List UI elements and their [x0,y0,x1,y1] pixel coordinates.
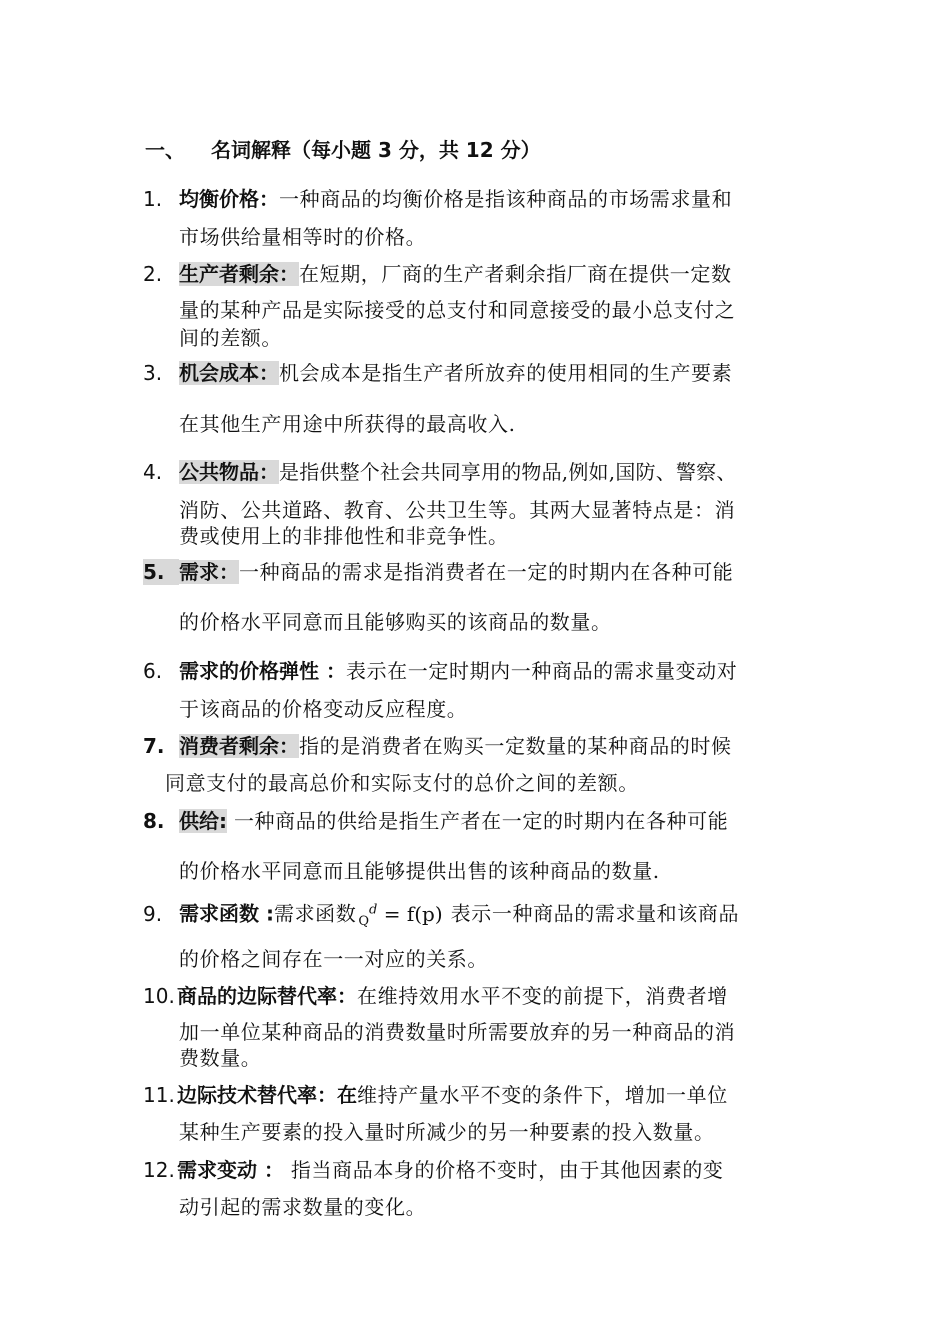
term: 商品的边际替代率： [177,984,357,1008]
item-number: 7. [143,734,165,758]
definition-text: 费或使用上的非排他性和非竞争性。 [179,524,509,548]
term: 需求函数 : [179,901,274,926]
definition-text: 指的是消费者在购买一定数量的某种商品的时候 [299,734,732,758]
definition-text: 动引起的需求数量的变化。 [179,1195,427,1219]
definition-text: 间的差额。 [179,326,282,350]
definition-text: 的价格之间存在一一对应的关系。 [179,947,488,971]
term: 公共物品： [179,460,279,484]
term: 机会成本： [179,361,279,385]
definition-text: 某种生产要素的投入量时所减少的另一种要素的投入数量。 [179,1120,715,1144]
definition-text: 量的某种产品是实际接受的总支付和同意接受的最小总支付之 [179,298,736,322]
definition-text: 同意支付的最高总价和实际支付的总价之间的差额。 [165,771,639,795]
definition-text: 的价格水平同意而且能够提供出售的该种商品的数量. [179,859,660,883]
term: 需求： [179,560,239,584]
definition-text: 在其他生产用途中所获得的最高收入. [179,412,516,436]
definition-text: 加一单位某种商品的消费数量时所需要放弃的另一种商品的消 [179,1020,736,1044]
term: 供给: [179,809,227,833]
item-number: 9. [143,901,163,926]
item-number: 3. [143,361,163,385]
term: 边际技术替代率：在 [177,1083,357,1107]
term: 需求的价格弹性 ： [179,659,346,683]
definition-text: 的价格水平同意而且能够购买的该商品的数量。 [179,610,612,634]
term: 需求变动 ： [177,1158,284,1182]
definition-text: 在短期，厂商的生产者剩余指厂商在提供一定数 [299,262,732,286]
item-number: 4. [143,460,163,484]
item-number: 12. [143,1158,175,1182]
item-number: 11. [143,1083,175,1107]
definition-text: 在维持效用水平不变的前提下，消费者增 [357,984,728,1008]
item-number: 1. [143,187,163,211]
definition-text: 费数量。 [179,1046,262,1070]
definition-text: 于该商品的价格变动反应程度。 [179,697,468,721]
section-title: 名词解释（每小题 3 分，共 12 分） [211,138,541,162]
definition-text: 消防、公共道路、教育、公共卫生等。其两大显著特点是：消 [179,498,736,522]
definition-text: 一种商品的均衡价格是指该种商品的市场需求量和 [279,187,733,211]
item-number: 5. [143,559,179,585]
definition-text: 一种商品的供给是指生产者在一定的时期内在各种可能 [227,809,729,833]
definition-text: 需求函数 [273,901,357,926]
definition-text: 是指供整个社会共同享用的物品,例如,国防、警察、 [279,460,737,484]
term: 消费者剩余： [179,734,299,758]
section-heading [145,137,541,163]
item-number: 2. [143,262,163,286]
definition-text: 指当商品本身的价格不变时，由于其他因素的变 [283,1158,724,1182]
item-number: 8. [143,809,165,833]
definition-text: 表示一种商品的需求量和该商品 [450,901,740,926]
item-number: 10. [143,984,175,1008]
demand-function-formula: $_Q^d$ = f(p) [358,901,443,929]
definition-text: 表示在一定时期内一种商品的需求量变动对 [345,659,738,683]
item-number: 6. [143,659,163,683]
term: 均衡价格： [179,187,279,211]
definition-text: 一种商品的需求是指消费者在一定的时期内在各种可能 [239,560,734,584]
definition-text: 机会成本是指生产者所放弃的使用相同的生产要素 [279,361,733,385]
term: 生产者剩余： [179,262,299,286]
section-number: 一、 [145,138,185,162]
definition-text: 维持产量水平不变的条件下，增加一单位 [357,1083,728,1107]
definition-text: 市场供给量相等时的价格。 [179,225,427,249]
